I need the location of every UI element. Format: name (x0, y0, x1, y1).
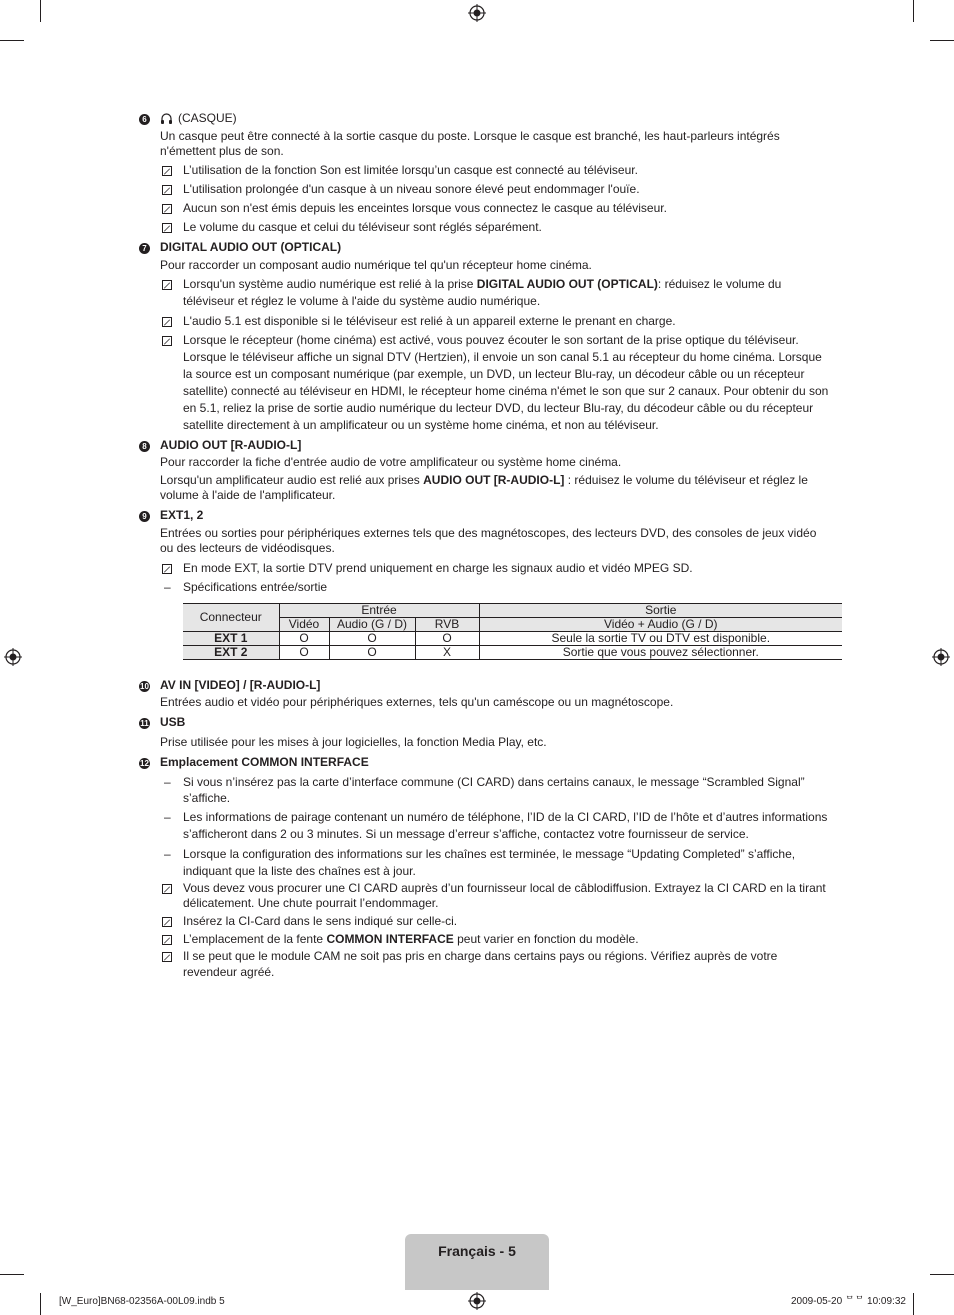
paragraph: Lorsqu'un amplificateur audio est relié aux prises AUDIO OUT [R-AUDIO-L] : réduisez le volume du téléviseur et réglez le (160, 473, 808, 487)
table-row (183, 632, 842, 646)
table-cell: EXT 1 (183, 632, 279, 646)
crop-mark (913, 0, 914, 22)
paragraph: Entrées audio et vidéo pour périphériques externes, tels qu'un caméscope ou un magnétoscope. (160, 695, 674, 709)
dash-bullet: – (164, 810, 171, 824)
table-header-cell: Entrée (279, 604, 479, 618)
note-text: Insérez la CI-Card dans le sens indiqué sur celle-ci. (183, 914, 458, 928)
dash-bullet: – (164, 775, 171, 789)
crop-mark (40, 1293, 41, 1315)
registration-mark-icon (468, 4, 486, 22)
crop-mark (40, 0, 41, 22)
table-header-cell: Connecteur (183, 604, 279, 632)
note-text: satellite directement à un amplificateur ou un système home cinéma, et non au téléviseur. (183, 418, 659, 432)
registration-mark-icon (932, 648, 950, 666)
note-icon (162, 917, 172, 927)
section-title: DIGITAL AUDIO OUT (OPTICAL) (160, 240, 342, 254)
registration-mark-icon (468, 1292, 486, 1310)
dash-text: Si vous n’insérez pas la carte d’interface commune (CI CARD) dans certains canaux, le message “Scrambled Signal” (183, 775, 805, 789)
table-cell: O (415, 632, 479, 646)
table-cell: Sortie que vous pouvez sélectionner. (562, 645, 759, 659)
section-number-badge: 6 (139, 114, 150, 125)
paragraph: Un casque peut être connecté à la sortie casque du poste. Lorsque le casque est branché, les haut-parleurs intégrés (160, 129, 780, 143)
table-header-cell: Vidéo (279, 618, 329, 632)
section-number-badge: 12 (140, 759, 149, 768)
note-text: L’emplacement de la fente COMMON INTERFACE peut varier en fonction du modèle. (183, 932, 639, 946)
paragraph: n'émettent plus de son. (160, 144, 284, 158)
section-number-badge: 8 (139, 441, 150, 452)
file-slug: [W_Euro]BN68-02356A-00L09.indb 5 (59, 1296, 225, 1307)
note-text: L'audio 5.1 est disponible si le téléviseur est relié à un appareil externe le prenant en charge. (183, 314, 676, 328)
dash-text: s’afficheront dans 2 ou 3 minutes. Si un message d’erreur s’affiche, contactez votre fournisseur de service. (183, 827, 749, 841)
table-cell: EXT 2 (183, 646, 279, 660)
note-icon (162, 317, 172, 327)
note-icon (162, 166, 172, 176)
note-text: L’utilisation de la fonction Son est limitée lorsqu’un casque est connecté au téléviseur. (183, 163, 638, 177)
note-icon (162, 280, 172, 290)
table-cell: O (279, 646, 329, 660)
paragraph: Pour raccorder la fiche d'entrée audio de votre amplificateur ou système home cinéma. (160, 455, 622, 469)
table-header-cell: Audio (G / D) (329, 618, 415, 632)
table-cell: O (329, 632, 415, 646)
section-number-badge: 7 (139, 243, 150, 254)
dash-text: Spécifications entrée/sortie (183, 580, 328, 594)
note-icon (162, 952, 172, 962)
crop-mark (930, 1274, 954, 1275)
section-title: Emplacement COMMON INTERFACE (160, 755, 369, 769)
table-cell: Seule la sortie TV ou DTV est disponible. (551, 631, 771, 645)
section-title: AV IN [VIDEO] / [R-AUDIO-L] (160, 678, 321, 692)
section-number-badge: 11 (140, 719, 149, 728)
note-text: la source est un composant numérique (par exemple, un DVD, un lecteur Blu-ray, un décodeur câble ou un récepteur (183, 367, 805, 381)
crop-mark (930, 40, 954, 41)
note-text: Aucun son n'est émis depuis les enceintes lorsque vous connectez le casque au téléviseur. (183, 201, 667, 215)
table-cell: O (279, 632, 329, 646)
note-text: Lorsque le téléviseur affiche un signal DTV (Hertzien), il envoie un son canal 5.1 au récepteur du home cinéma. Lorsque (183, 350, 822, 364)
section-title: EXT1, 2 (160, 508, 204, 522)
paragraph: volume à l'aide de l'amplificateur. (160, 488, 336, 502)
note-icon (162, 223, 172, 233)
table-header-cell: Sortie (479, 604, 842, 618)
paragraph: Pour raccorder un composant audio numérique tel qu'un récepteur home cinéma. (160, 258, 592, 272)
note-text: Le volume du casque et celui du téléviseur sont réglés séparément. (183, 220, 542, 234)
date-slug: 2009-05-20 ᄆᄆ 10:09:32 (791, 1296, 906, 1307)
dash-text: Les informations de pairage contenant un numéro de téléphone, l’ID de la CI CARD, l’ID de l’hôte et d’autres informations (183, 810, 828, 824)
paragraph: Entrées ou sorties pour périphériques externes tels que des magnétoscopes, des lecteurs DVD, des consoles de jeux vidéo (160, 526, 817, 540)
note-text: en 5.1, reliez la prise de sortie audio numérique du lecteur DVD, du lecteur Blu-ray, du décodeur câble ou du récepteur (183, 401, 814, 415)
table-row (183, 646, 842, 660)
table-header-cell: Vidéo + Audio (G / D) (479, 618, 842, 632)
note-text: délicatement. Une chute pourrait l’endommager. (183, 896, 439, 910)
io-spec-table (183, 603, 842, 660)
crop-mark (0, 40, 24, 41)
note-icon (162, 564, 172, 574)
note-icon (162, 204, 172, 214)
section-number-badge: 9 (139, 511, 150, 522)
table-header-row (183, 618, 842, 632)
note-icon (162, 884, 172, 894)
paragraph: Prise utilisée pour les mises à jour logicielles, la fonction Media Play, etc. (160, 735, 547, 749)
headphones-icon (160, 112, 173, 125)
section-title: USB (160, 715, 186, 729)
note-text: Vous devez vous procurer une CI CARD auprès d’un fournisseur local de câblodiffusion. Extrayez la CI CARD en la tirant (183, 881, 826, 895)
dash-text: indiquant que la liste des chaînes est à jour. (183, 864, 416, 878)
dash-bullet: – (164, 580, 171, 594)
section-title: AUDIO OUT [R-AUDIO-L] (160, 438, 302, 452)
registration-mark-icon (4, 648, 22, 666)
note-icon (162, 336, 172, 346)
note-text: téléviseur et réglez le volume à l'aide du système audio numérique. (183, 294, 541, 308)
note-text: Lorsqu'un système audio numérique est relié à la prise DIGITAL AUDIO OUT (OPTICAL): réduisez le volume du (183, 277, 782, 291)
table-header-row (183, 604, 842, 618)
note-text: satellite) connecté au téléviseur en HDMI, le récepteur home cinéma n'émet le son que sur 2 canaux. Pour obtenir du son (183, 384, 829, 398)
dash-bullet: – (164, 847, 171, 861)
dash-text: Lorsque la configuration des informations sur les chaînes est terminée, le message “Updating Completed” s’affiche, (183, 847, 796, 861)
paragraph: ou des lecteurs de vidéodisques. (160, 541, 335, 555)
note-text: L'utilisation prolongée d'un casque à un niveau sonore élevé peut endommager l'ouïe. (183, 182, 640, 196)
crop-mark (913, 1293, 914, 1315)
table-header-cell: RVB (415, 618, 479, 632)
table-cell: O (329, 646, 415, 660)
note-icon (162, 185, 172, 195)
note-text: revendeur agréé. (183, 965, 275, 979)
table-cell: X (415, 646, 479, 660)
dash-text: s’affiche. (183, 791, 231, 805)
note-text: Il se peut que le module CAM ne soit pas pris en charge dans certains pays ou régions. Vérifiez auprès de votre (183, 949, 778, 963)
note-text: En mode EXT, la sortie DTV prend uniquement en charge les signaux audio et vidéo MPEG SD. (183, 561, 693, 575)
page-number-label: Français - 5 (438, 1243, 516, 1259)
section-title: (CASQUE) (178, 111, 237, 125)
note-icon (162, 935, 172, 945)
note-text: Lorsque le récepteur (home cinéma) est activé, vous pouvez écouter le son sortant de la prise optique du téléviseur. (183, 333, 799, 347)
section-number-badge: 10 (140, 682, 149, 691)
crop-mark (0, 1274, 24, 1275)
